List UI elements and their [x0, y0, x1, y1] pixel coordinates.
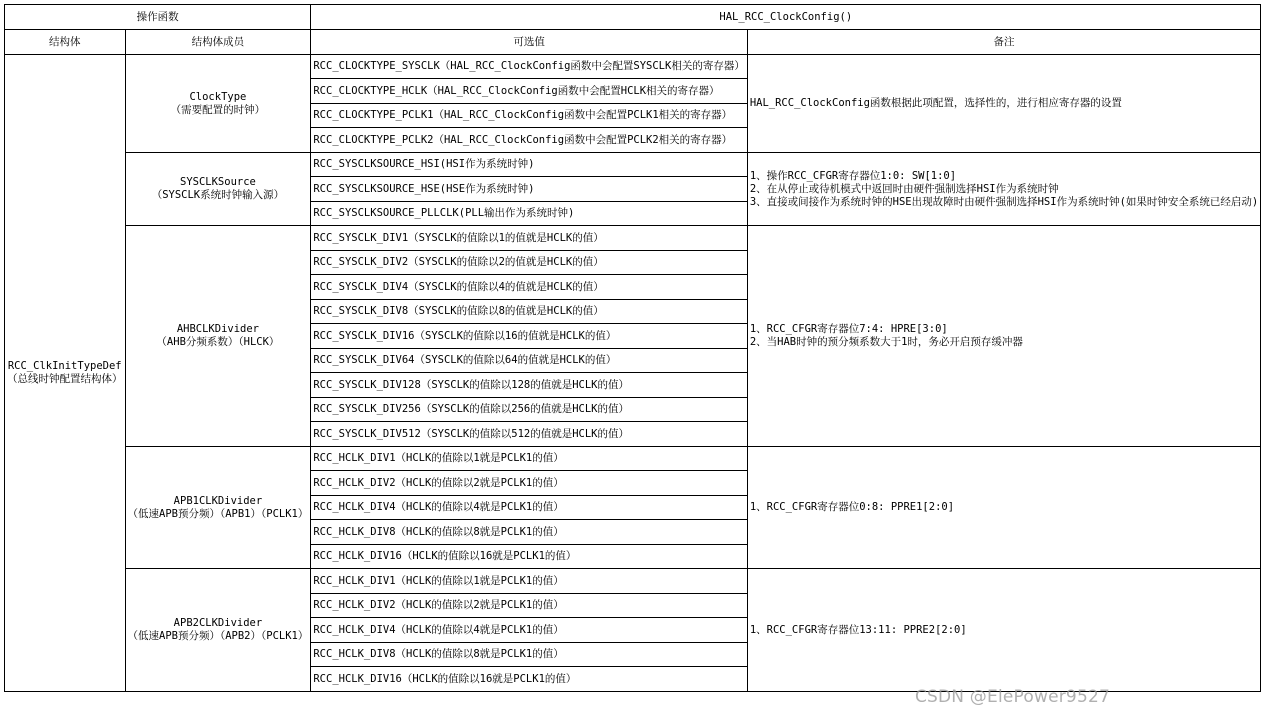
header-row	[5, 5, 1261, 30]
option-cell: RCC_HCLK_DIV16（HCLK的值除以16就是PCLK1的值）	[311, 545, 747, 569]
option-cell: RCC_CLOCKTYPE_SYSCLK（HAL_RCC_ClockConfig函数中会配置SYSCLK相关的寄存器）	[311, 55, 747, 79]
member-desc: （低速APB预分频）（APB1）（PCLK1）	[127, 507, 309, 520]
member-desc: （AHB分频系数）（HLCK）	[156, 336, 280, 348]
remark-cell	[747, 447, 1260, 569]
remark-line: HAL_RCC_ClockConfig函数根据此项配置，选择性的，进行相应寄存器的设置	[749, 97, 1122, 109]
option-cell: RCC_SYSCLK_DIV1（SYSCLK的值除以1的值就是HCLK的值）	[311, 226, 747, 251]
member-name: APB2CLKDivider	[173, 617, 263, 629]
member-name: AHBCLKDivider	[176, 323, 260, 335]
option-cell: RCC_SYSCLKSOURCE_HSI(HSI作为系统时钟)	[311, 153, 747, 177]
member-name: SYSCLKSource	[180, 176, 256, 188]
option-cell: RCC_SYSCLK_DIV16（SYSCLK的值除以16的值就是HCLK的值）	[311, 324, 747, 349]
remark-line: 1、操作RCC_CFGR寄存器位1:0: SW[1:0]	[749, 169, 957, 182]
column-header-row	[5, 30, 1261, 55]
option-cell: RCC_HCLK_DIV4（HCLK的值除以4就是PCLK1的值）	[311, 496, 747, 520]
remark-line: 1、RCC_CFGR寄存器位13:11: PPRE2[2:0]	[749, 623, 967, 636]
option-cell: RCC_HCLK_DIV1（HCLK的值除以1就是PCLK1的值）	[311, 447, 747, 471]
option-cell: RCC_SYSCLK_DIV256（SYSCLK的值除以256的值就是HCLK的值）	[311, 398, 747, 422]
column-header-member: 结构体成员	[125, 30, 311, 55]
struct-name: RCC_ClkInitTypeDef	[7, 360, 122, 372]
option-cell: RCC_SYSCLK_DIV8（SYSCLK的值除以8的值就是HCLK的值）	[311, 300, 747, 324]
option-cell: RCC_CLOCKTYPE_HCLK（HAL_RCC_ClockConfig函数中会配置HCLK相关的寄存器）	[311, 79, 747, 104]
column-header-options: 可选值	[311, 30, 747, 55]
option-cell: RCC_SYSCLKSOURCE_HSE(HSE作为系统时钟)	[311, 177, 747, 202]
table-row	[5, 569, 1261, 594]
option-cell: RCC_HCLK_DIV1（HCLK的值除以1就是PCLK1的值）	[311, 569, 747, 594]
table-row	[5, 447, 1261, 471]
table-row	[5, 153, 1261, 177]
remark-cell	[747, 226, 1260, 447]
remark-cell	[747, 55, 1260, 153]
member-desc: （低速APB预分频）（APB2）（PCLK1）	[127, 630, 309, 642]
option-cell: RCC_SYSCLKSOURCE_PLLCLK(PLL输出作为系统时钟)	[311, 202, 747, 226]
clock-config-table	[4, 4, 1261, 692]
remark-line: 2、在从停止或待机模式中返回时由硬件强制选择HSI作为系统时钟	[749, 182, 1059, 195]
member-desc: （SYSCLK系统时钟输入源）	[151, 189, 285, 201]
remark-line: 1、RCC_CFGR寄存器位7:4: HPRE[3:0]	[749, 323, 948, 335]
column-header-remarks: 备注	[747, 30, 1260, 55]
member-desc: （需要配置的时钟）	[170, 103, 266, 116]
option-cell: RCC_SYSCLK_DIV4（SYSCLK的值除以4的值就是HCLK的值）	[311, 275, 747, 300]
member-cell	[125, 153, 311, 226]
remark-cell	[747, 153, 1260, 226]
member-cell	[125, 447, 311, 569]
option-cell: RCC_HCLK_DIV16（HCLK的值除以16就是PCLK1的值）	[311, 667, 747, 692]
function-name-cell: HAL_RCC_ClockConfig()	[311, 5, 1261, 30]
table-row	[5, 226, 1261, 251]
member-cell	[125, 569, 311, 692]
member-cell	[125, 226, 311, 447]
option-cell: RCC_SYSCLK_DIV64（SYSCLK的值除以64的值就是HCLK的值）	[311, 349, 747, 373]
column-header-struct: 结构体	[5, 30, 126, 55]
remark-cell	[747, 569, 1260, 692]
struct-cell	[5, 55, 126, 692]
remark-line: 3、直接或间接作为系统时钟的HSE出现故障时由硬件强制选择HSI作为系统时钟(如果时钟安全系统已经启动)	[749, 195, 1259, 208]
option-cell: RCC_CLOCKTYPE_PCLK1（HAL_RCC_ClockConfig函数中会配置PCLK1相关的寄存器）	[311, 104, 747, 128]
op-label-cell: 操作函数	[5, 5, 311, 30]
member-name: ClockType	[189, 90, 247, 103]
option-cell: RCC_CLOCKTYPE_PCLK2（HAL_RCC_ClockConfig函数中会配置PCLK2相关的寄存器）	[311, 128, 747, 153]
member-name: APB1CLKDivider	[173, 494, 263, 507]
remark-line: 1、RCC_CFGR寄存器位0:8: PPRE1[2:0]	[749, 501, 955, 513]
table-row	[5, 55, 1261, 79]
option-cell: RCC_SYSCLK_DIV2（SYSCLK的值除以2的值就是HCLK的值）	[311, 251, 747, 275]
option-cell: RCC_HCLK_DIV2（HCLK的值除以2就是PCLK1的值）	[311, 471, 747, 496]
member-cell	[125, 55, 311, 153]
struct-desc: （总线时钟配置结构体）	[7, 373, 123, 385]
option-cell: RCC_HCLK_DIV8（HCLK的值除以8就是PCLK1的值）	[311, 643, 747, 667]
option-cell: RCC_HCLK_DIV2（HCLK的值除以2就是PCLK1的值）	[311, 594, 747, 618]
option-cell: RCC_SYSCLK_DIV128（SYSCLK的值除以128的值就是HCLK的值）	[311, 373, 747, 398]
option-cell: RCC_HCLK_DIV8（HCLK的值除以8就是PCLK1的值）	[311, 520, 747, 545]
remark-line: 2、当HAB时钟的预分频系数大于1时，务必开启预存缓冲器	[749, 336, 1023, 348]
option-cell: RCC_HCLK_DIV4（HCLK的值除以4就是PCLK1的值）	[311, 618, 747, 643]
option-cell: RCC_SYSCLK_DIV512（SYSCLK的值除以512的值就是HCLK的值）	[311, 422, 747, 447]
watermark: CSDN @ElePower9527	[914, 687, 1110, 707]
